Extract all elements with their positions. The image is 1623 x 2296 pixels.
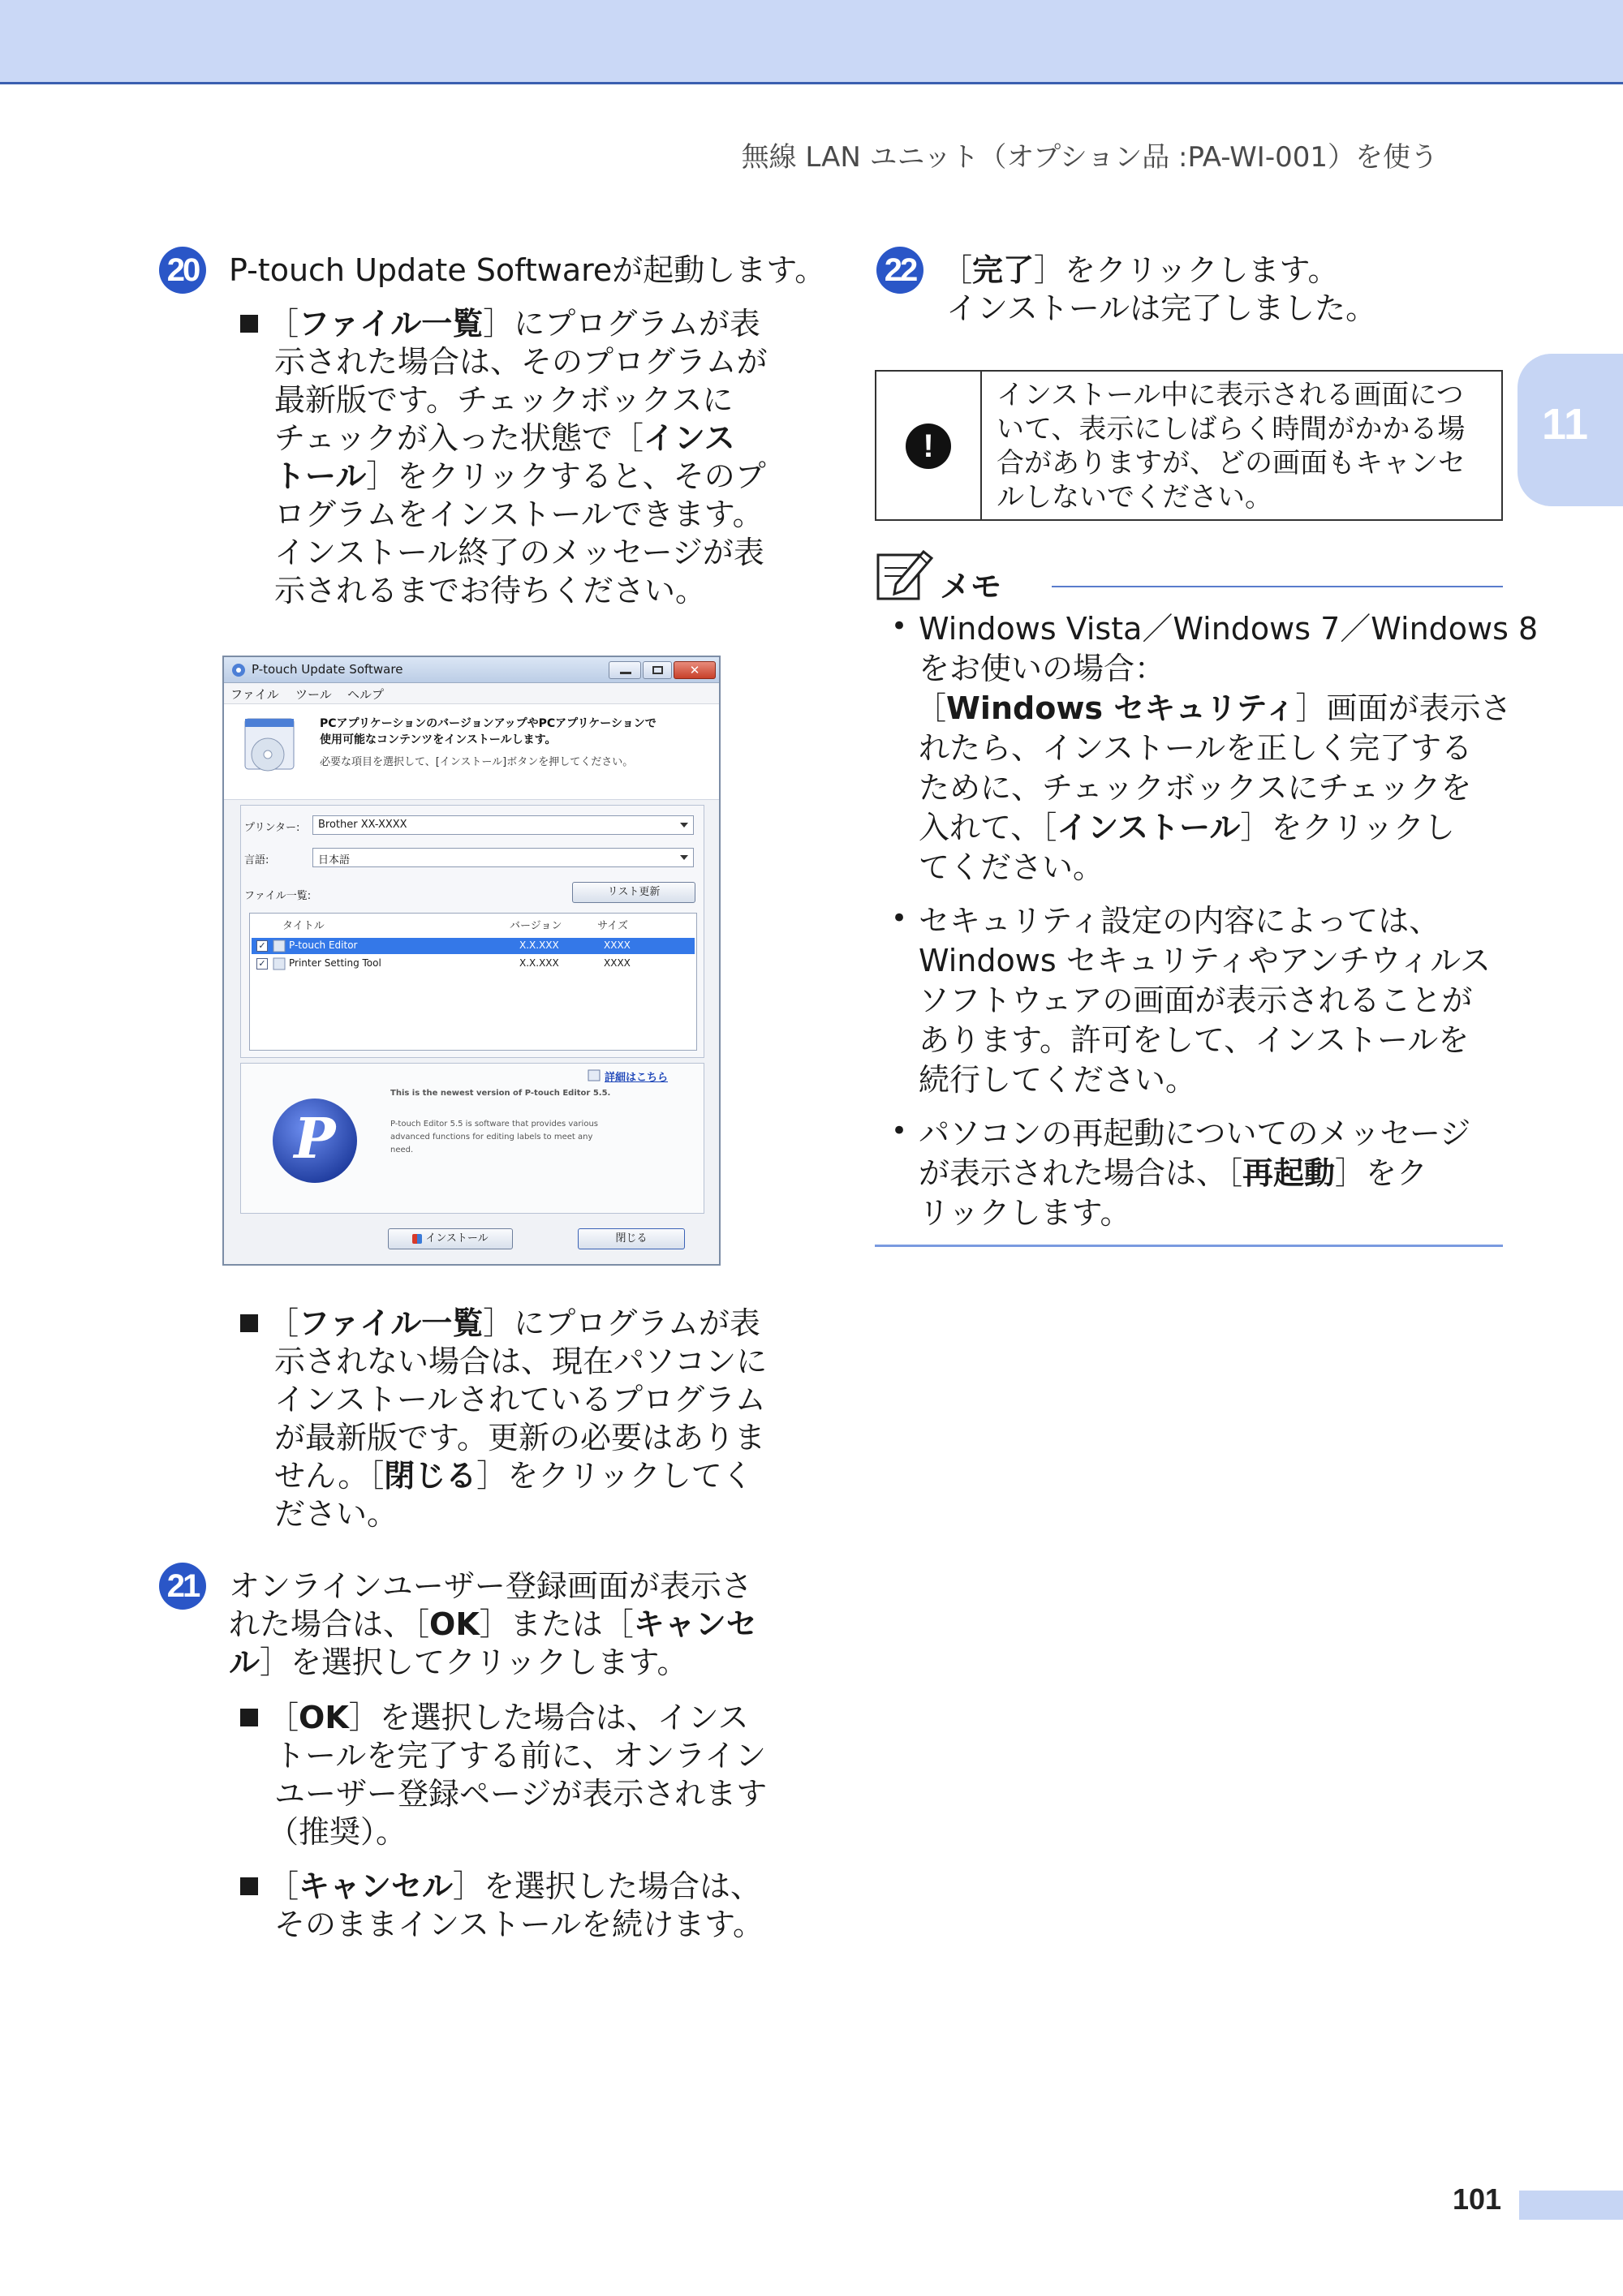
cd-icon <box>242 717 299 779</box>
memo-item-1-line: Windows Vista／Windows 7／Windows 8 <box>919 611 1539 647</box>
memo-item-2-line: ソフトウェアの画面が表示されることが <box>919 982 1473 1018</box>
svg-text:P: P <box>294 1107 336 1172</box>
menu-tools[interactable]: ツール <box>295 687 332 702</box>
step-22-text: インストールは完了しました。 <box>946 290 1377 326</box>
step-21-text: れた場合は、［OK］または［キャンセ <box>229 1606 757 1642</box>
chapter-number: 11 <box>1542 400 1589 449</box>
ptouch-update-window-screenshot <box>222 656 721 1266</box>
memo-item-1-line: てください。 <box>919 849 1104 885</box>
step-20-bullet-2-line: インストールされているプログラム <box>274 1382 766 1417</box>
close-icon[interactable]: ✕ <box>674 661 716 679</box>
chevron-down-icon <box>680 855 688 860</box>
chevron-down-icon <box>680 823 688 828</box>
chapter-tab <box>1518 354 1623 506</box>
step-20-bullet-2-line: ［ファイル一覧］にプログラムが表 <box>268 1305 760 1341</box>
bullet-dot: • <box>891 902 908 935</box>
column-version: バージョン <box>510 920 562 932</box>
memo-item-2-line: Windows セキュリティやアンチウィルス <box>919 943 1491 978</box>
window-titlebar <box>224 657 719 683</box>
memo-rule <box>1052 586 1503 587</box>
checkbox[interactable]: ✓ <box>256 958 268 970</box>
step-21-bullet-1-line: ユーザー登録ページが表示されます <box>274 1776 768 1812</box>
bullet-square <box>240 1314 258 1332</box>
memo-item-1-line: ために、チェックボックスにチェックを <box>919 770 1472 806</box>
bullet-square <box>240 315 258 333</box>
step-21-bullet-1-line: （推奨）。 <box>268 1814 407 1850</box>
menubar <box>224 683 719 704</box>
window-header-title: PCアプリケーションのバージョンアップやPCアプリケーションで 使用可能なコンテンツをインストールします。 <box>320 717 657 746</box>
memo-item-2-line: 続行してください。 <box>919 1062 1197 1098</box>
step-21-bullet-2-line: ［キャンセル］を選択した場合は、 <box>268 1868 762 1904</box>
step-20-bullet-1-line: チェックが入った状態で［インス <box>274 420 735 456</box>
memo-item-2-line: あります。許可をして、インストールを <box>919 1022 1470 1058</box>
printer-select[interactable]: Brother XX-XXXX <box>312 815 694 835</box>
top-color-band <box>0 0 1623 84</box>
step-20-bullet-2-line: ださい。 <box>274 1496 398 1532</box>
ptouch-logo-icon <box>270 1096 359 1185</box>
step-20-bullet-2-line: が最新版です。更新の必要はありま <box>274 1420 765 1455</box>
step-20-bullet-1-line: ログラムをインストールできます。 <box>274 497 764 532</box>
info-line: P-touch Editor 5.5 is software that provides various <box>390 1120 598 1129</box>
caution-divider <box>980 372 982 519</box>
info-line: This is the newest version of P-touch Editor 5.5. <box>390 1089 611 1098</box>
details-link[interactable]: 詳細はこちら <box>605 1072 669 1084</box>
memo-item-3-line: パソコンの再起動についてのメッセージ <box>919 1116 1471 1151</box>
settings-frame <box>240 805 704 1058</box>
maximize-icon[interactable] <box>643 661 672 679</box>
step-20-bullet-2-line: せん。［閉じる］をクリックしてく <box>274 1458 753 1494</box>
step-22-number: 22 <box>876 247 923 294</box>
memo-item-3-line: リックします。 <box>919 1195 1131 1231</box>
printer-label: プリンター: <box>244 822 300 834</box>
memo-item-3-line: が表示された場合は、［再起動］をク <box>919 1155 1428 1191</box>
product-info-panel <box>240 1063 704 1214</box>
language-select[interactable]: 日本語 <box>312 848 694 867</box>
step-21-text: ル］を選択してクリックします。 <box>229 1645 688 1680</box>
step-22-text: ［完了］をクリックします。 <box>941 252 1339 288</box>
language-label: 言語: <box>244 854 269 866</box>
memo-item-1-line: 入れて、［インストール］をクリックし <box>919 810 1455 845</box>
step-20-number: 20 <box>159 247 206 294</box>
step-21-text: オンラインユーザー登録画面が表示さ <box>229 1568 752 1604</box>
caution-text: インストール中に表示される画面につ いて、表示にしばらく時間がかかる場 合がありますが、どの画面もキャンセ ルしないでください。 <box>997 379 1466 514</box>
step-20-bullet-2-line: 示されない場合は、現在パソコンに <box>274 1344 768 1379</box>
memo-end-rule <box>875 1245 1503 1247</box>
step-20-bullet-1-line: インストール終了のメッセージが表 <box>274 535 764 570</box>
exclamation-icon: ! <box>906 424 951 469</box>
menu-help[interactable]: ヘルプ <box>347 687 385 702</box>
memo-item-1-line: をお使いの場合： <box>919 651 1166 686</box>
memo-item-1-line: ［Windows セキュリティ］画面が表示さ <box>915 690 1512 726</box>
memo-item-2-line: セキュリティ設定の内容によっては、 <box>919 903 1440 939</box>
document-icon <box>587 1068 603 1083</box>
page-number: 101 <box>1453 2182 1502 2216</box>
step-20-text: P-touch Update Softwareが起動します。 <box>229 252 826 288</box>
bullet-square <box>240 1709 258 1726</box>
install-button[interactable]: インストール <box>388 1228 513 1249</box>
window-header-subtitle: 必要な項目を選択して、[インストール]ボタンを押してください。 <box>320 756 634 768</box>
step-20-bullet-1-line: 示されるまでお待ちください。 <box>274 573 707 608</box>
list-item[interactable]: ✓ P-touch Editor X.X.XXX XXXX <box>252 938 695 954</box>
step-20-bullet-1-line: 示された場合は、そのプログラムが <box>274 344 768 380</box>
bullet-dot: • <box>891 610 908 643</box>
step-21-number: 21 <box>159 1563 206 1610</box>
app-icon <box>230 662 247 678</box>
info-line: need. <box>390 1146 414 1154</box>
menu-file[interactable]: ファイル <box>230 687 279 702</box>
close-button[interactable]: 閉じる <box>578 1228 685 1249</box>
column-title: タイトル <box>282 920 325 932</box>
window-title: P-touch Update Software <box>252 662 403 677</box>
step-20-bullet-1-line: 最新版です。チェックボックスに <box>274 382 734 418</box>
running-header: 無線 LAN ユニット（オプション品 :PA-WI-001）を使う <box>741 141 1438 174</box>
list-item[interactable]: ✓ Printer Setting Tool X.X.XXX XXXX <box>252 956 695 972</box>
shield-icon <box>412 1234 422 1244</box>
step-21-bullet-1-line: トールを完了する前に、オンライン <box>274 1738 767 1774</box>
minimize-icon[interactable] <box>609 661 641 679</box>
memo-item-1-line: れたら、インストールを正しく完了する <box>919 730 1473 766</box>
caution-box <box>875 370 1503 521</box>
memo-label: メモ <box>940 569 1002 604</box>
app-icon <box>273 939 286 952</box>
info-line: advanced functions for editing labels to meet any <box>390 1133 593 1142</box>
step-21-bullet-2-line: そのままインストールを続けます。 <box>274 1907 764 1942</box>
refresh-list-button[interactable]: リスト更新 <box>572 882 695 903</box>
app-icon <box>273 957 286 970</box>
step-20-bullet-1-line: ［ファイル一覧］にプログラムが表 <box>268 306 760 342</box>
memo-pencil-icon <box>875 545 936 604</box>
bullet-square <box>240 1877 258 1895</box>
file-list-label: ファイル一覧: <box>244 890 312 902</box>
step-20-bullet-1-line: トール］をクリックすると、そのプ <box>274 458 766 494</box>
step-21-bullet-1-line: ［OK］を選択した場合は、インス <box>268 1700 749 1735</box>
column-size: サイズ <box>597 920 628 932</box>
bullet-dot: • <box>891 1115 908 1147</box>
window-header-area <box>224 704 719 800</box>
page-number-bar <box>1519 2191 1623 2220</box>
file-list <box>249 913 697 1051</box>
checkbox[interactable]: ✓ <box>256 940 268 952</box>
